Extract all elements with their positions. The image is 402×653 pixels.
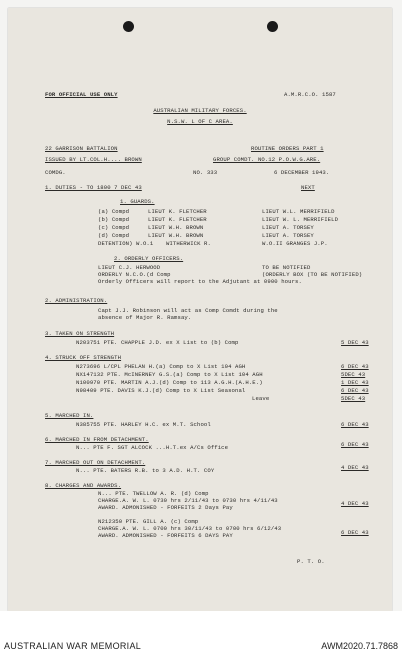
charge-b-date: 6 DEC 43	[341, 529, 369, 536]
taken-on-strength-entry: N203751 PTE. CHAPPLE J.D. ex X List to (b) Comp	[76, 339, 239, 346]
marched-in-detachment-entry: N... PTE F. SGT ALCOCK ...H.T.ex A/Cs Office	[76, 444, 229, 451]
order-number: NO. 333	[193, 169, 218, 176]
section-marched-in-title: 5. MARCHED IN.	[45, 412, 94, 419]
area-heading: N.S.W. L OF C AREA.	[167, 118, 233, 125]
charge-a-award: AWARD. ADMONISHED - FORFEITS 2 Days Pay	[98, 504, 233, 511]
struck-off-entry-3: N100970 PTE. MARTIN A.J.(d) Comp to 113 A.G.H.(A.H.E.)	[76, 379, 263, 386]
struck-off-entry-2: NX147132 PTE. McINERNEY G.S.(a) Comp to X List 104 AGH	[76, 371, 263, 378]
guard-row-b-now: LIEUT K. FLETCHER	[148, 216, 207, 223]
guards-title: 1. GUARDS.	[120, 198, 155, 205]
please-turn-over: P. T. O.	[297, 558, 325, 565]
charge-b-soldier: N212350 PTE. GILL A. (c) Comp	[98, 518, 199, 525]
struck-off-leave-date: 5DEC 43	[341, 395, 366, 402]
guard-row-e-label: DETENTION) W.O.1	[98, 240, 154, 247]
orderly-instruction: Orderly Officers will report to the Adjutant at 0900 hours.	[98, 278, 302, 285]
struck-off-date-1: 6 DEC 43	[341, 363, 369, 370]
duties-next-label: NEXT	[301, 184, 315, 191]
guard-row-d-next: LIEUT A. TORSEY	[262, 232, 314, 239]
guard-row-b-label: (b) Compd	[98, 216, 130, 223]
marched-in-entry: N385755 PTE. HARLEY H.C. ex M.T. School	[76, 421, 211, 428]
guard-row-c-next: LIEUT A. TORSEY	[262, 224, 314, 231]
section-struck-off-title: 4. STRUCK OFF STRENGTH	[45, 354, 122, 361]
administration-text-2: absence of Major R. Ramsay.	[98, 314, 192, 321]
guard-row-c-now: LIEUT W.H. BROWN	[148, 224, 204, 231]
guard-row-d-now: LIEUT W.H. BROWN	[148, 232, 204, 239]
orderly-nco-next: (ORDERLY BOX (TO BE NOTIFIED)	[262, 271, 363, 278]
order-date: 6 DECEMBER 1943.	[274, 169, 330, 176]
guard-row-a-label: (a) Compd	[98, 208, 130, 215]
guard-row-d-label: (d) Compd	[98, 232, 130, 239]
guard-row-e-now: WITHERWICK R.	[166, 240, 211, 247]
orderly-officer-next: TO BE NOTIFIED	[262, 264, 311, 271]
marched-out-entry: N... PTE. BATERS R.B. to 3 A.D. H.T. COY	[76, 467, 215, 474]
guard-row-c-label: (c) Compd	[98, 224, 130, 231]
struck-off-date-2: 5DEC 43	[341, 371, 366, 378]
section-administration-title: 2. ADMINISTRATION.	[45, 297, 108, 304]
battalion-name: 22 GARRISON BATTALION	[45, 145, 118, 152]
routine-orders-title: ROUTINE ORDERS PART 1	[251, 145, 324, 152]
routine-orders-document	[8, 8, 392, 611]
document-sheet	[8, 8, 392, 611]
section-marched-in-detachment-title: 6. MARCHED IN FROM DETACHMENT.	[45, 436, 149, 443]
marched-in-detachment-date: 6 DEC 43	[341, 441, 369, 448]
group-comdt: GROUP COMDT. NO.12 P.O.W.G.ARE.	[213, 156, 321, 163]
guard-row-e-next: W.O.II GRANGES J.P.	[262, 240, 328, 247]
section-duties-title: 1. DUTIES - TO 1800 7 DEC 43	[45, 184, 142, 191]
orderly-officer: LIEUT C.J. HERWOOD	[98, 264, 161, 271]
orderly-officers-title: 2. ORDERLY OFFICERS.	[114, 255, 184, 262]
charge-a-date: 4 DEC 43	[341, 500, 369, 507]
section-charges-title: 8. CHARGES AND AWARDS.	[45, 482, 122, 489]
struck-off-date-4: 6 DEC 43	[341, 387, 369, 394]
guard-row-b-next: LIEUT W. L. MERRIFIELD	[262, 216, 339, 223]
struck-off-entry-1: N273696 L/CPL PHELAN H.(a) Comp to X List 104 AGH	[76, 363, 246, 370]
struck-off-date-3: 1 DEC 43	[341, 379, 369, 386]
document-code: A.M.R.C.O. 1587	[284, 91, 336, 98]
orderly-nco: ORDERLY N.C.O.(d Comp	[98, 271, 171, 278]
marched-out-date: 4 DEC 43	[341, 464, 369, 471]
charge-b-award: AWARD. ADMONISHED - FORFEITS 6 DAYS PAY	[98, 532, 233, 539]
charge-b-charge: CHARGE.A. W. L. 0700 hrs 30/11/43 to 0700 hrs 6/12/43	[98, 525, 282, 532]
struck-off-entry-4: N98409 PTE. DAVIS K.J.(d) Comp to X List Seasonal	[76, 387, 246, 394]
charge-a-charge: CHARGE.A. W. L. 0730 hrs 2/11/43 to 0730 hrs 4/11/43	[98, 497, 278, 504]
section-taken-on-strength-title: 3. TAKEN ON STRENGTH	[45, 330, 115, 337]
section-marched-out-title: 7. MARCHED OUT ON DETACHMENT.	[45, 459, 146, 466]
struck-off-leave: Leave	[252, 395, 270, 402]
guard-row-a-next: LIEUT W.L. MERRIFIELD	[262, 208, 335, 215]
guard-row-a-now: LIEUT K. FLETCHER	[148, 208, 207, 215]
forces-heading: AUSTRALIAN MILITARY FORCES.	[153, 107, 247, 114]
institution-name: AUSTRALIAN WAR MEMORIAL	[4, 641, 142, 651]
issued-by: ISSUED BY LT.COL.H.... BROWN	[45, 156, 142, 163]
marched-in-date: 6 DEC 43	[341, 421, 369, 428]
administration-text-1: Capt J.J. Robinson will act as Comp Comdt during the	[98, 307, 278, 314]
archive-footer	[0, 611, 402, 653]
charge-a-soldier: N... PTE. TWELLOW A. R. (d) Comp	[98, 490, 209, 497]
comdg: COMDG.	[45, 169, 66, 176]
accession-number: AWM2020.71.7868	[321, 641, 398, 651]
taken-on-strength-date: 5 DEC 43	[341, 339, 369, 346]
for-official-use: FOR OFFICIAL USE ONLY	[45, 91, 118, 98]
